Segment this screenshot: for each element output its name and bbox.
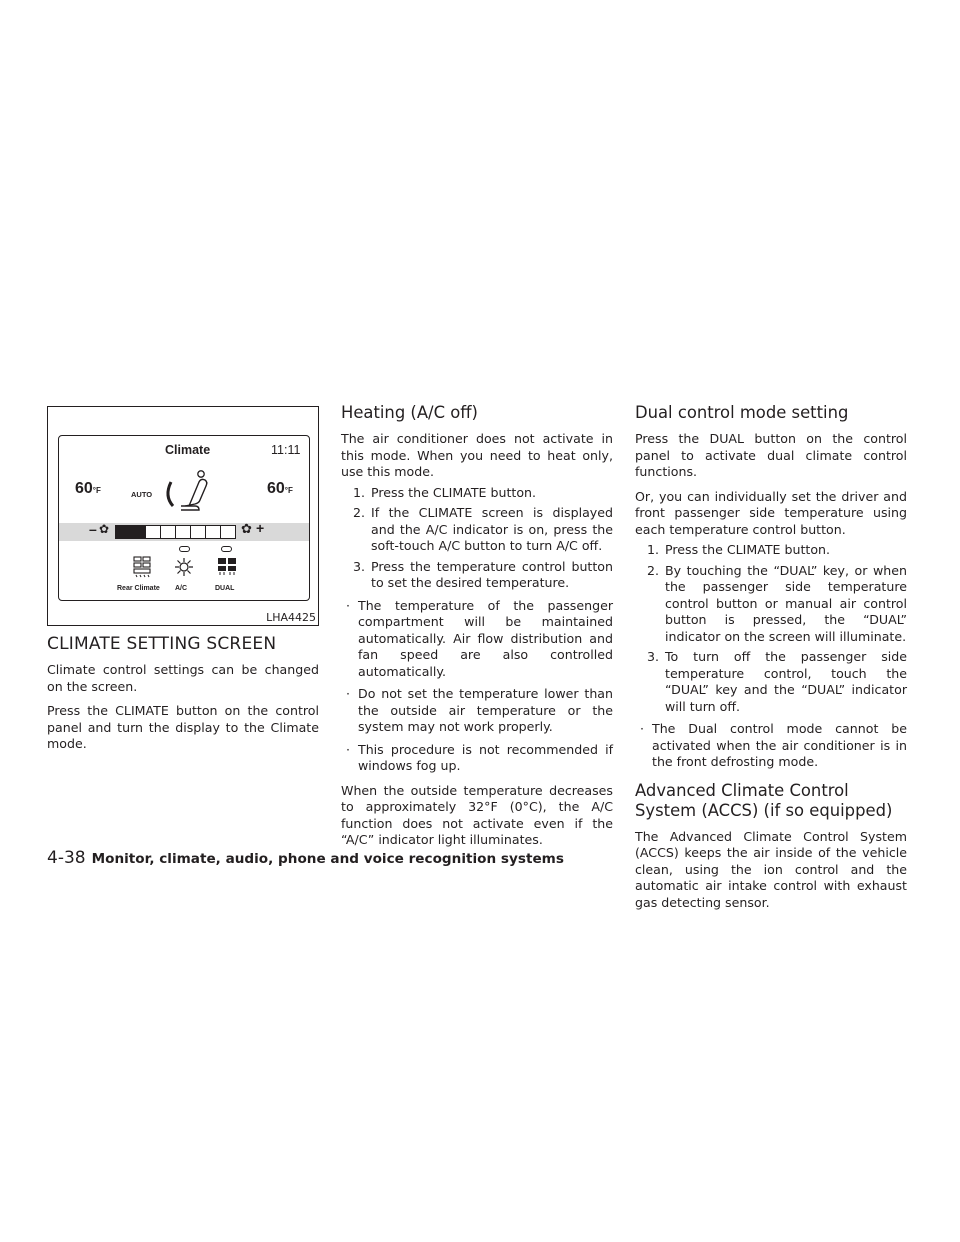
notes-list [635,721,907,771]
paragraph: Or, you can individually set the driver and front passenger side temperature using each temperature control button. [635,488,907,537]
snowflake-icon [175,558,193,576]
figure-id: LHA4425 [266,611,316,624]
list-item: 3. To turn off the passenger side temperature control, touch the “DUAL” key and the “DUAL” indicator will turn off. [647,649,907,714]
list-item: 3. Press the temperature control button to set the desired temperature. [353,558,613,590]
paragraph: Climate control settings can be changed on the screen. [47,662,319,694]
climate-screen-figure [47,406,319,626]
list-item: 2. If the CLIMATE screen is displayed and the A/C indicator is on, press the soft-touch A/C button to turn A/C off. [353,505,613,553]
right-column [635,403,907,911]
dual-label: DUAL [215,585,235,592]
fan-segment [115,525,131,539]
paragraph: The Advanced Climate Control System (ACCS) keeps the air inside of the vehicle clean, using the ion control and the automatic air intake control with exhaust gas detecting sensor. [635,828,907,910]
list-item: · This procedure is not recommended if windows fog up. [341,742,613,775]
ac-label: A/C [175,585,188,592]
section-heading-heating: Heating (A/C off) [341,403,478,422]
middle-column [341,403,613,849]
list-item: 2. By touching the “DUAL” key, or when the passenger side temperature control button or manual air control button is pressed, the “DUAL” indicator on the screen will illuminate. [647,562,907,644]
rear-climate-button[interactable] [111,556,173,596]
fan-speed-indicator[interactable] [115,525,236,537]
fan-decrease-button[interactable]: – [89,521,97,537]
page-number: 4-38 [47,848,86,868]
rear-climate-label: Rear Climate [117,585,160,592]
dual-indicator-lamp [221,546,232,552]
list-item: 1. Press the CLIMATE button. [647,542,831,557]
fan-segment [205,525,221,539]
auto-label: AUTO [131,490,153,499]
list-item: · The temperature of the passenger compartment will be maintained automatically. Air flow distribution and fan speed are also controlled automatically. [341,598,613,681]
fan-high-icon: ✿ [241,521,252,536]
page-footer [47,848,564,868]
ac-button[interactable] [171,556,197,596]
fan-low-icon: ✿ [99,522,110,536]
dual-button[interactable] [211,556,243,596]
fan-increase-button[interactable]: + [256,520,265,536]
fan-segment [130,525,146,539]
fan-segment [145,525,161,539]
driver-temp: 60°F [75,480,101,497]
section-heading-dual-control: Dual control mode setting [635,403,849,422]
fan-segment [220,525,236,539]
paragraph: The air conditioner does not activate in this mode. When you need to heat only, use this mode. [341,431,613,479]
steps-list [341,485,613,592]
paragraph: When the outside temperature decreases to approximately 32°F (0°C), the A/C function does not activate even if the “A/C” indicator light illuminates. [341,782,613,847]
list-item: · Do not set the temperature lower than the outside air temperature or the system may not work properly. [341,686,613,736]
climate-display [58,435,310,601]
left-column [47,634,319,753]
list-item: 1. Press the CLIMATE button. [353,484,537,500]
paragraph: Press the DUAL button on the control panel to activate dual climate control functions. [635,431,907,479]
section-heading-climate-setting: CLIMATE SETTING SCREEN [47,634,277,654]
rear-climate-icon [132,556,152,578]
passenger-temp: 60°F [267,480,293,497]
chapter-title: Monitor, climate, audio, phone and voice recognition systems [91,851,564,867]
list-item: · The Dual control mode cannot be activated when the air conditioner is in the front defrosting mode. [635,721,907,771]
dual-seats-icon [216,557,238,575]
screen-clock: 11:11 [271,443,301,457]
screen-title: Climate [165,443,211,457]
fan-segment [160,525,176,539]
notes-list [341,598,613,775]
paragraph: Press the CLIMATE button on the control panel and turn the display to the Climate mode. [47,703,319,751]
section-heading-accs: Advanced Climate Control System (ACCS) (if so equipped) [635,780,893,820]
seat-airflow-icon [159,468,219,518]
steps-list [635,542,907,715]
fan-segment [190,525,206,539]
fan-segment [175,525,191,539]
ac-indicator-lamp [179,546,190,552]
